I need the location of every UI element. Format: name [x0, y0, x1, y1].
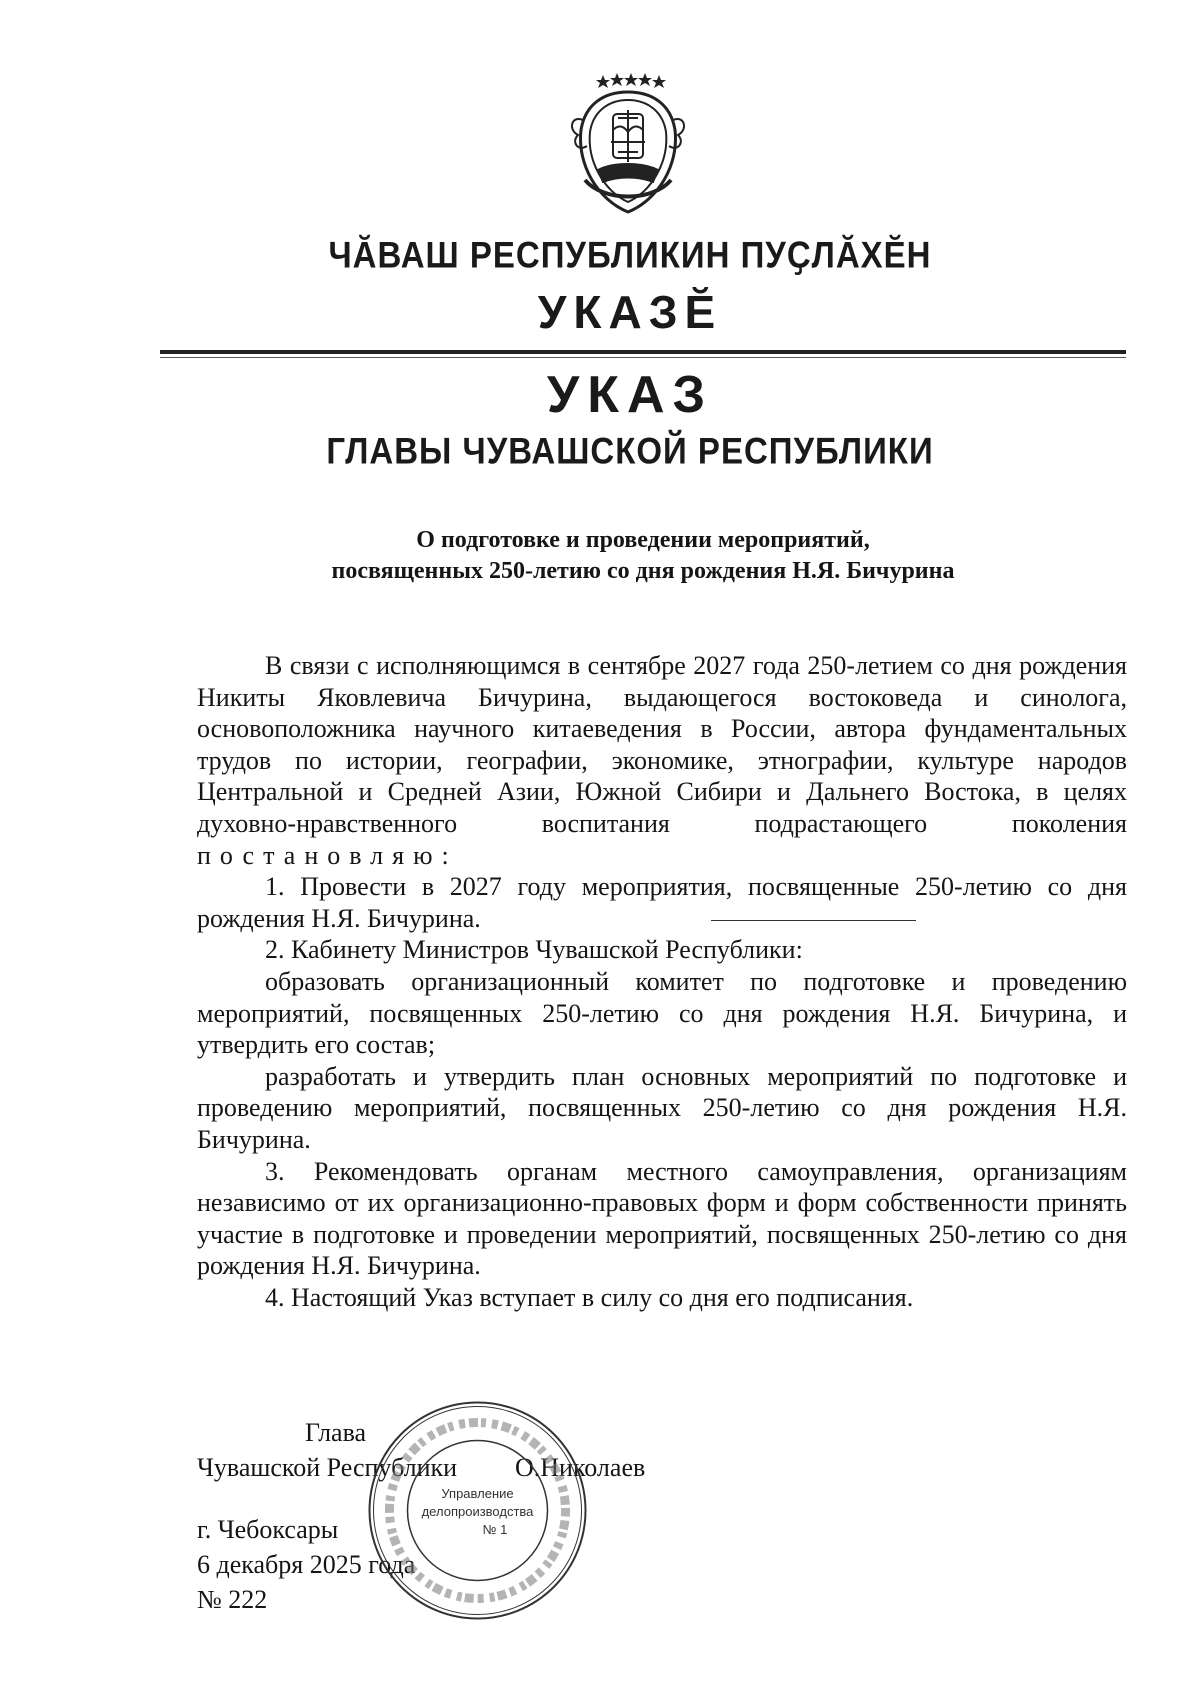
body-item-2: 2. Кабинету Министров Чувашской Республики: — [265, 935, 803, 965]
chuvash-emblem-icon — [563, 70, 693, 218]
decree-body — [197, 650, 1127, 1313]
decree-title-line1: О подготовке и проведении мероприятий, — [416, 527, 870, 553]
decree-title — [160, 525, 1126, 587]
emblem-stars — [596, 73, 666, 88]
body-item-3: 3. Рекомендовать органам местного самоуправления, организациям независимо от их организационно-правовых форм и форм собственности принять участие в подготовке и проведении мероприятий, посвященных 250-летию со дня рождения Н.Я. Бичурина. — [197, 1156, 1127, 1281]
stamp-center-line2: делопроизводства — [421, 1504, 534, 1519]
header-russian-ukaz: УКАЗ — [546, 366, 714, 424]
signature-name: О.Николаев — [515, 1453, 646, 1482]
body-decree-word: постановляю: — [197, 840, 458, 870]
fill-line — [711, 920, 916, 921]
body-item-4: 4. Настоящий Указ вступает в силу со дня его подписания. — [265, 1282, 914, 1312]
stamp-center-number: № 1 — [482, 1522, 508, 1537]
body-item-2b: разработать и утвердить план основных мероприятий по подготовке и проведению мероприятий, посвященных 250-летию со дня рождения Н.Я. Бичурина. — [197, 1061, 1127, 1154]
header-chuvash-title: ЧӐВАШ РЕСПУБЛИКИН ПУҪЛӐХӖН — [328, 233, 932, 276]
header-russian-subtitle: ГЛАВЫ ЧУВАШСКОЙ РЕСПУБЛИКИ — [326, 429, 934, 472]
signature-number: № 222 — [197, 1585, 268, 1614]
signature-city: г. Чебоксары — [197, 1515, 339, 1544]
body-item-1 — [197, 871, 1127, 934]
signature-date: 6 декабря 2025 года — [197, 1550, 416, 1579]
body-preamble-text: В связи с исполняющимся в сентябре 2027 года 250-летием со дня рождения Никиты Яковлевича Бичурина, выдающегося востоковеда и синолога, основоположника научного китаеведения в России, автора фундаментальных трудов по истории, географии, экономике, этнографии, культуре народов Центральной и Средней Азии, Южной Сибири и Дальнего Востока, в целях духовно-нравственного воспитания подрастающего поколения — [197, 651, 1127, 838]
stamp-center-line1: Управление — [441, 1486, 514, 1501]
signature-position-line2: Чувашской Республики — [197, 1453, 458, 1482]
body-item-2a: образовать организационный комитет по подготовке и проведению мероприятий, посвященных 250-летию со дня рождения Н.Я. Бичурина, и утвердить его состав; — [197, 966, 1127, 1060]
header-divider-thin — [160, 357, 1126, 358]
header-chuvash-ukaze: УКАЗӖ — [537, 286, 723, 338]
body-preamble — [197, 650, 1127, 871]
signature-position-line1: Глава — [305, 1418, 367, 1447]
body-item-1-text: 1. Провести в 2027 году мероприятия, посвященные 250-летию со дня рождения Н.Я. Бичурина. — [197, 872, 1127, 933]
official-stamp — [365, 1398, 590, 1623]
decree-title-line2: посвященных 250-летию со дня рождения Н.Я. Бичурина — [331, 558, 955, 584]
header-divider-thick — [160, 350, 1126, 354]
